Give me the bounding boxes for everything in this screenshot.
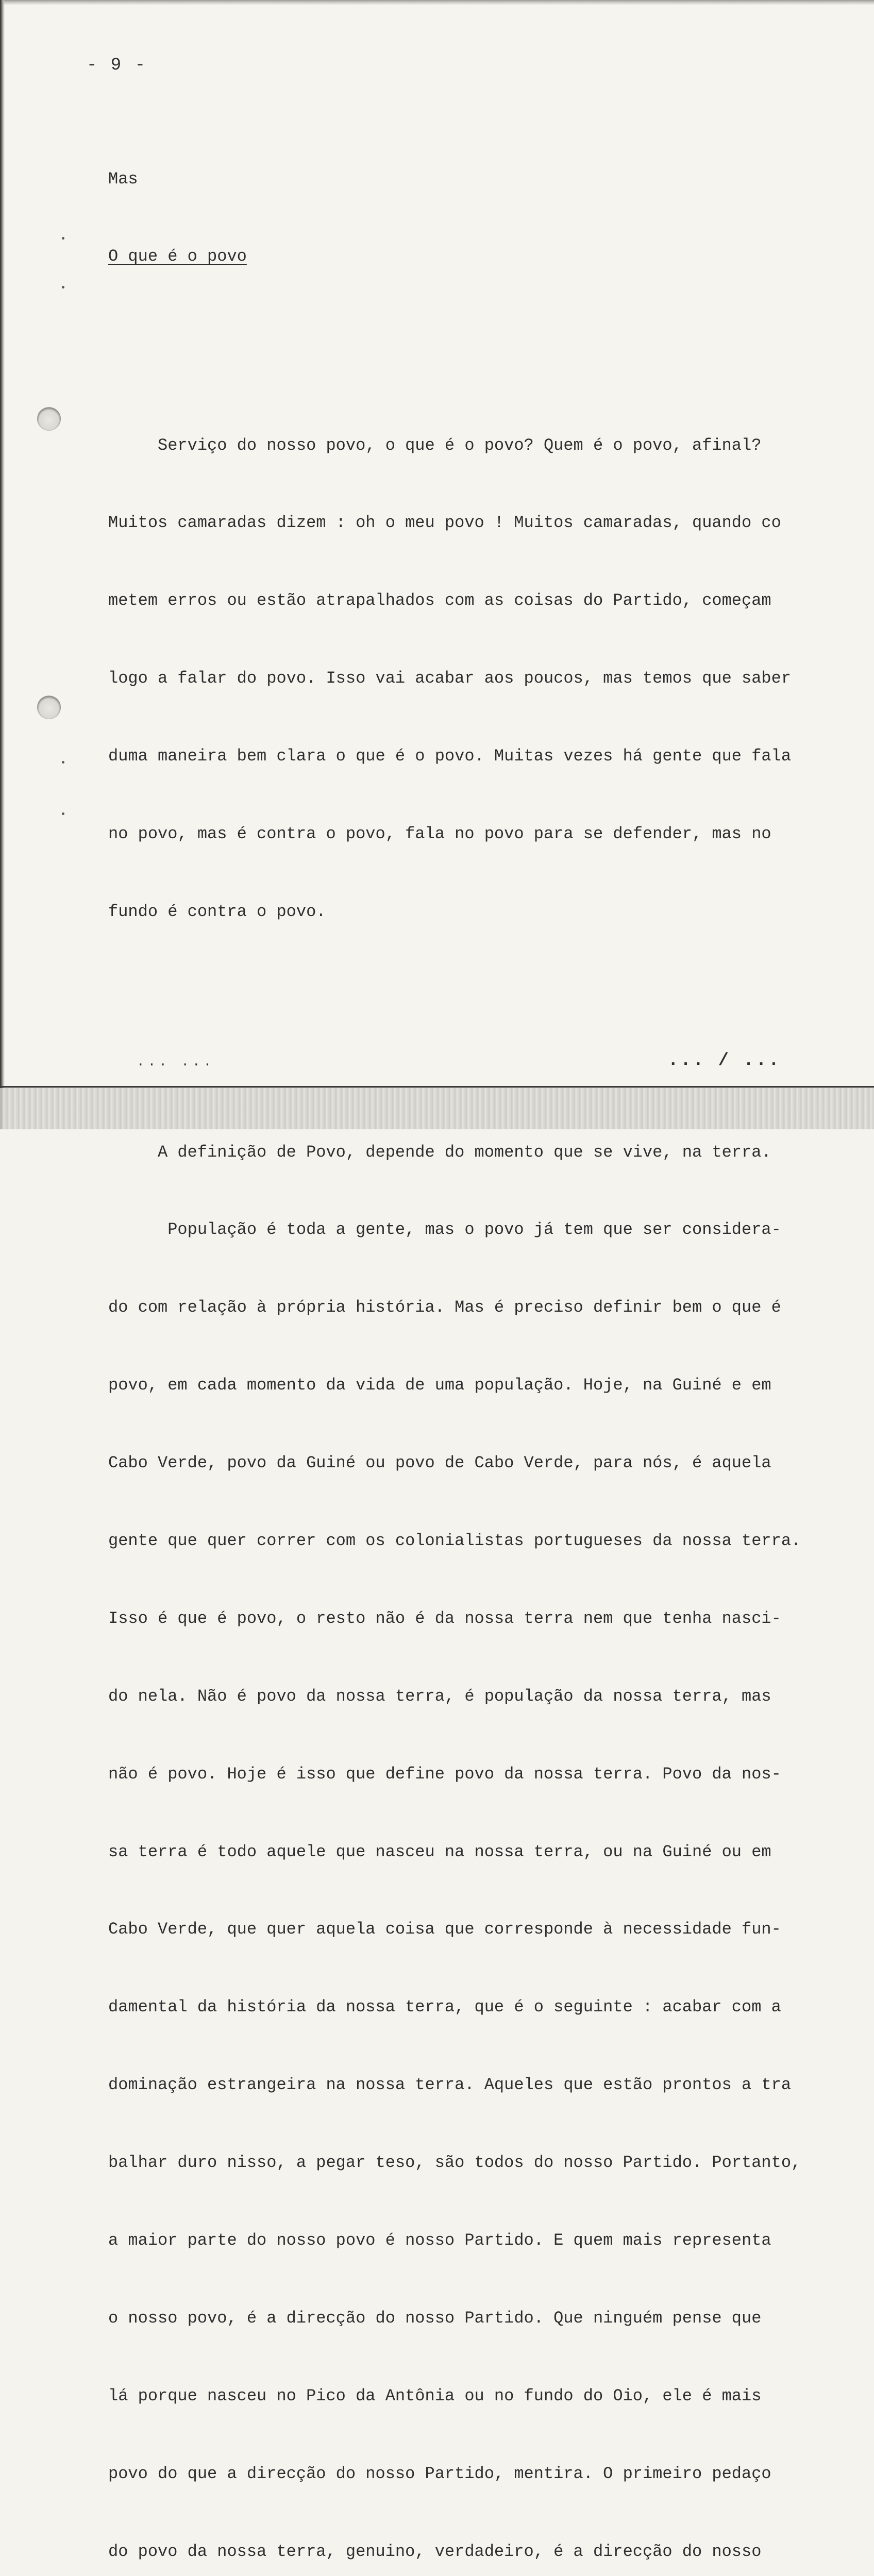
text-line: povo, em cada momento da vida de uma população. Hoje, na Guiné e em	[108, 1376, 771, 1395]
text-line: metem erros ou estão atrapalhados com as coisas do Partido, começam	[108, 591, 771, 611]
margin-mark	[62, 237, 64, 240]
text-line: o nosso povo, é a direcção do nosso Partido. Que ninguém pense que	[108, 2308, 762, 2328]
paragraph-1	[108, 381, 855, 977]
text-line: fundo é contra o povo.	[108, 902, 326, 921]
margin-mark	[62, 761, 64, 764]
margin-mark	[62, 286, 64, 289]
paragraph-2	[108, 1088, 855, 2576]
text-line: Isso é que é povo, o resto não é da nossa terra nem que tenha nasci-	[108, 1608, 781, 1628]
text-line: a maior parte do nosso povo é nosso Partido. E quem mais representa	[108, 2231, 771, 2250]
text-line: Serviço do nosso povo, o que é o povo? Quem é o povo, afinal?	[108, 435, 762, 455]
scan-left-edge	[0, 0, 5, 1129]
text-line: duma maneira bem clara o que é o povo. Muitas vezes há gente que fala	[108, 747, 792, 766]
heading-lead: Mas	[108, 169, 138, 189]
text-line: Cabo Verde, povo da Guiné ou povo de Cabo Verde, para nós, é aquela	[108, 1453, 771, 1473]
text-line: do povo da nossa terra, genuino, verdadeiro, é a direcção do nosso	[108, 2541, 762, 2561]
punch-hole-upper	[37, 407, 61, 431]
body-text	[108, 114, 855, 2576]
text-line: sa terra é todo aquele que nasceu na nossa terra, ou na Guiné ou em	[108, 1842, 771, 1861]
text-line: A definição de Povo, depende do momento que se vive, na terra.	[108, 1142, 771, 1162]
text-line: Muitos camaradas dizem : oh o meu povo ! Muitos camaradas, quando co	[108, 513, 781, 533]
text-line: povo do que a direcção do nosso Partido, mentira. O primeiro pedaço	[108, 2464, 771, 2483]
text-line: não é povo. Hoje é isso que define povo da nossa terra. Povo da nos-	[108, 1764, 781, 1784]
text-line: balhar duro nisso, a pegar teso, são todos do nosso Partido. Portanto,	[108, 2153, 801, 2173]
scan-top-edge	[0, 0, 874, 5]
continuation-mark: ... / ...	[668, 1051, 781, 1071]
text-line: no povo, mas é contra o povo, fala no povo para se defender, mas no	[108, 824, 771, 844]
text-line: gente que quer correr com os colonialistas portugueses da nossa terra.	[108, 1531, 801, 1551]
text-line: População é toda a gente, mas o povo já tem que ser considera-	[108, 1220, 781, 1240]
text-line: damental da história da nossa terra, que é o seguinte : acabar com a	[108, 1997, 781, 2017]
text-line: Cabo Verde, que quer aquela coisa que corresponde à necessidade fun-	[108, 1920, 781, 1939]
page-number: - 9 -	[87, 56, 147, 75]
text-line: logo a falar do povo. Isso vai acabar aos poucos, mas temos que saber	[108, 669, 792, 688]
text-line: dominação estrangeira na nossa terra. Aqueles que estão prontos a tra	[108, 2075, 792, 2095]
margin-mark	[62, 812, 64, 815]
footer-marks: ... ...	[137, 1054, 215, 1070]
punch-hole-lower	[37, 696, 61, 719]
section-title: O que é o povo	[108, 247, 247, 266]
scan-bottom-edge	[0, 1088, 874, 1129]
text-line: do nela. Não é povo da nossa terra, é população da nossa terra, mas	[108, 1686, 771, 1706]
text-line: do com relação à própria história. Mas é preciso definir bem o que é	[108, 1298, 781, 1317]
scan-bottom-rule	[0, 1086, 874, 1088]
text-line: lá porque nasceu no Pico da Antônia ou no fundo do Oio, ele é mais	[108, 2386, 762, 2405]
